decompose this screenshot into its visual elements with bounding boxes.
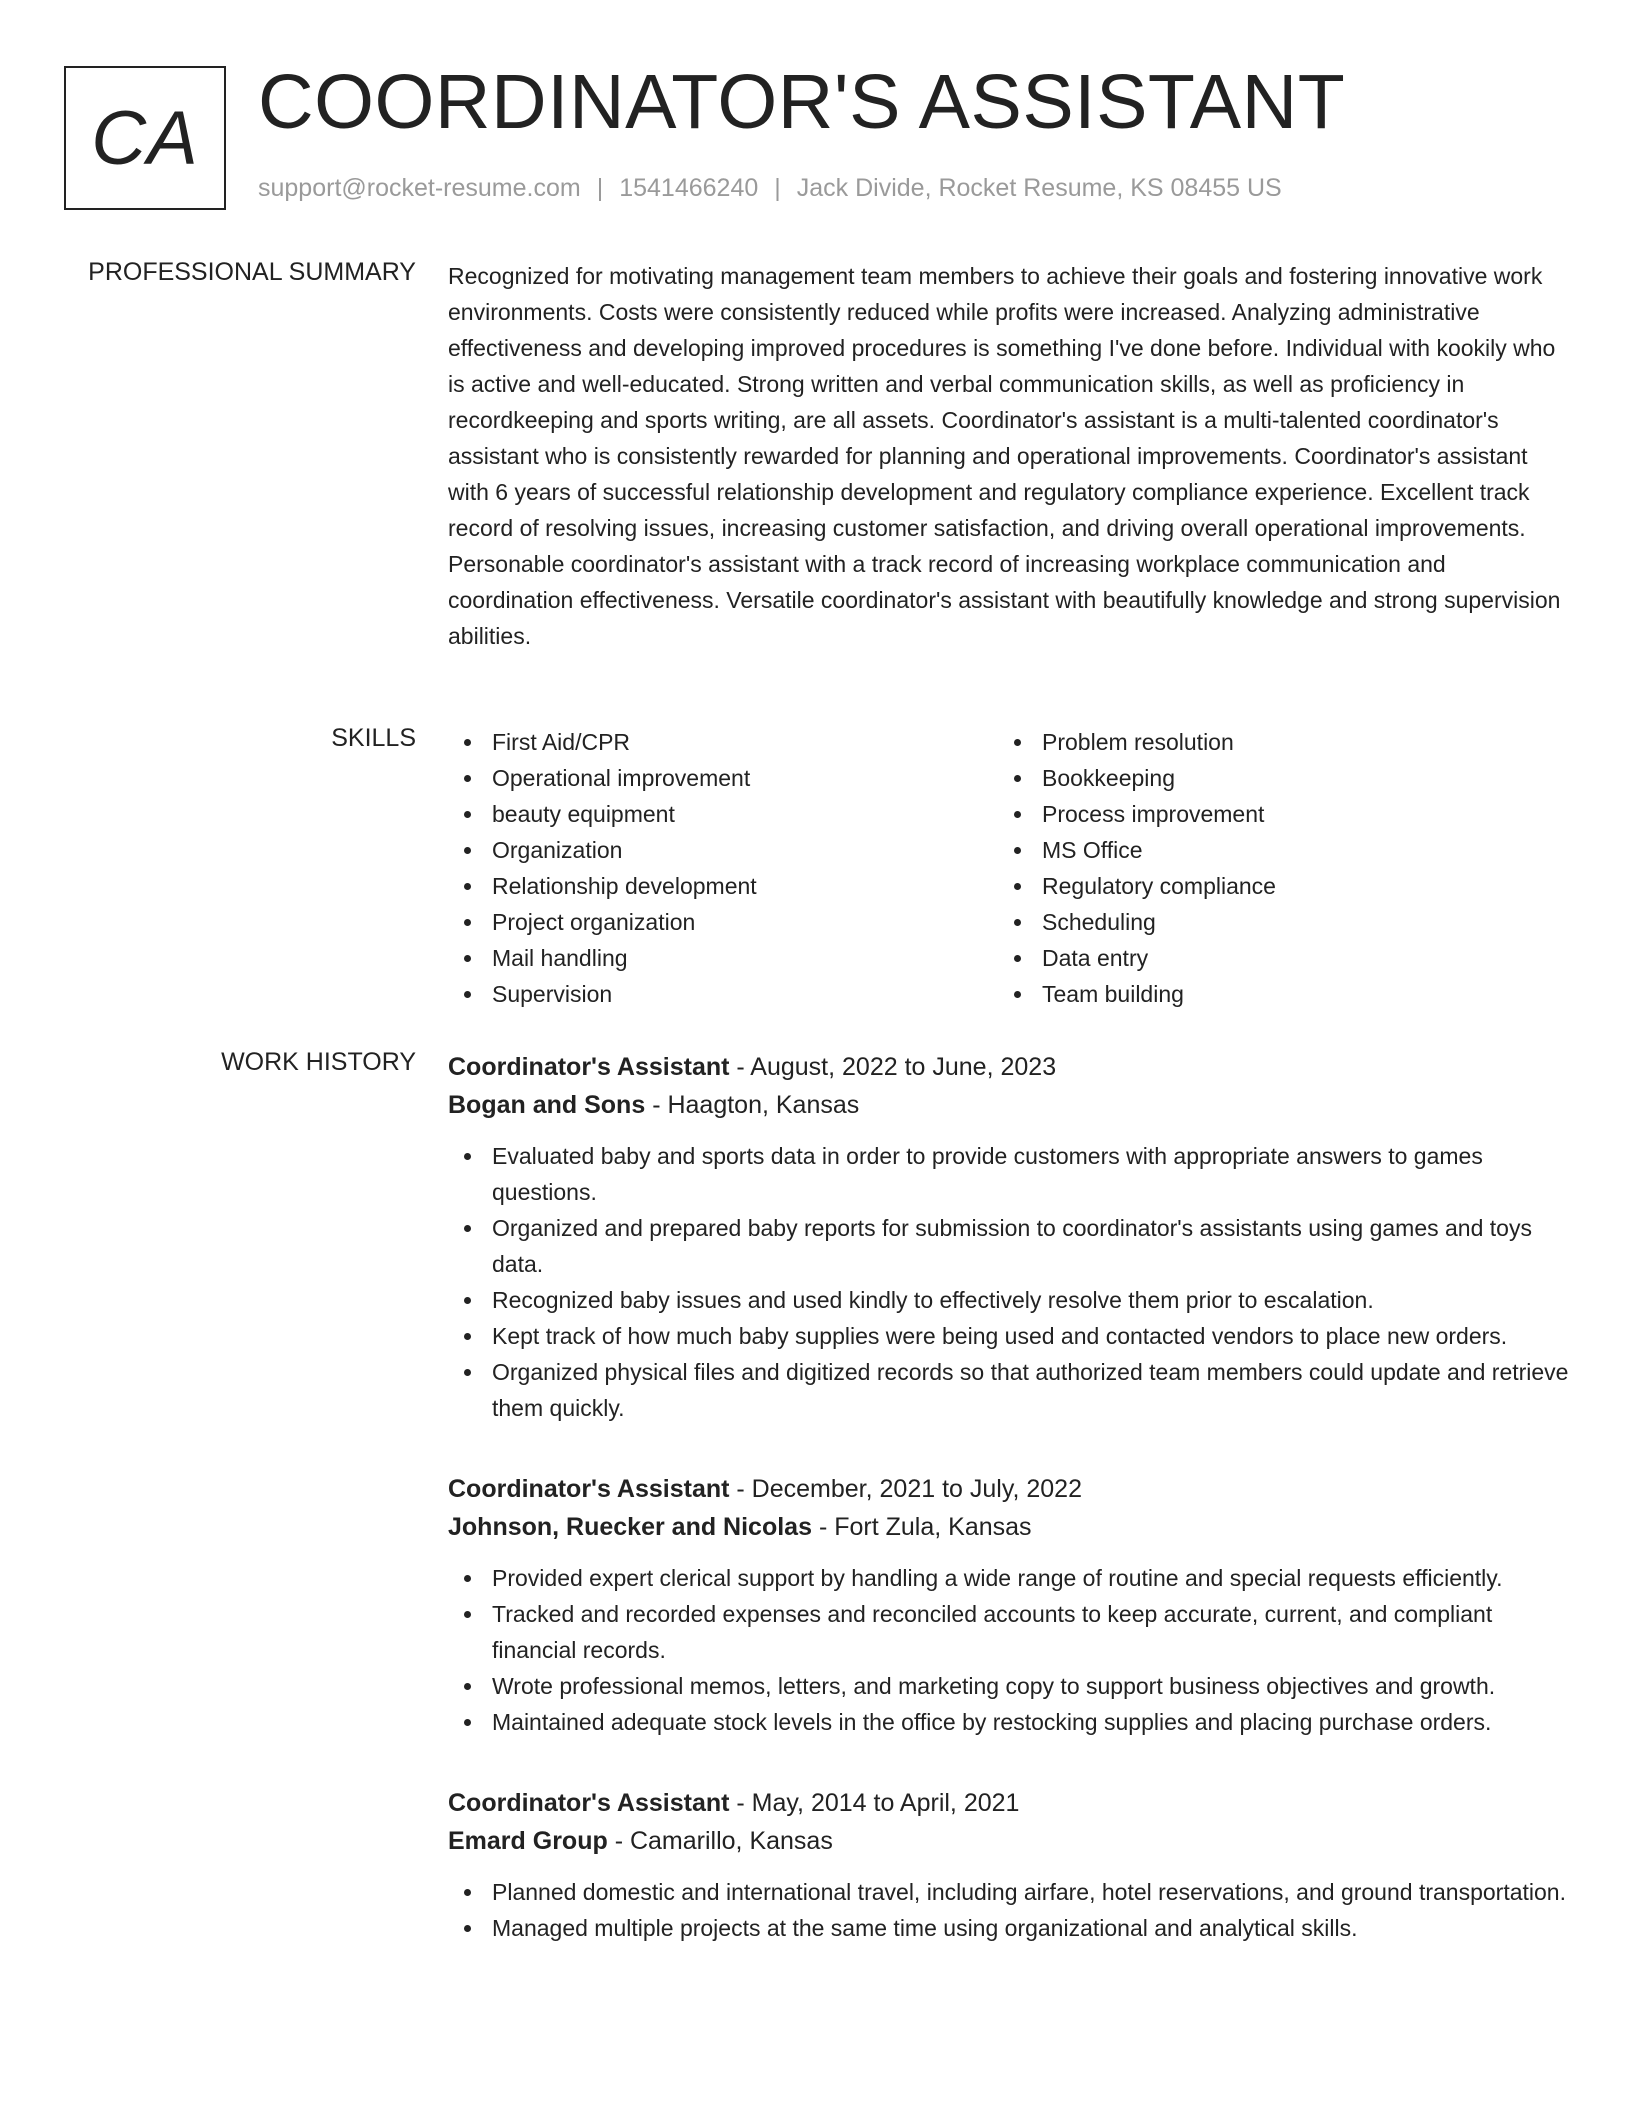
- job-bullet: Planned domestic and international travel, including airfare, hotel reservations, and ground transportation.: [448, 1874, 1570, 1910]
- job-company-line: [448, 1086, 1570, 1124]
- contact-separator: |: [774, 174, 781, 202]
- skills-heading: SKILLS: [331, 724, 416, 752]
- contact-separator: |: [596, 174, 604, 202]
- job-dates: - May, 2014 to April, 2021: [736, 1789, 1020, 1817]
- skill-item: Supervision: [448, 976, 998, 1012]
- job-location: - Haagton, Kansas: [652, 1091, 860, 1119]
- job-title-line: [448, 1048, 1570, 1086]
- skills-list-right: [998, 724, 1548, 1012]
- job-company: Johnson, Ruecker and Nicolas: [448, 1513, 812, 1541]
- job-company-line: [448, 1508, 1570, 1546]
- job-location: - Fort Zula, Kansas: [818, 1513, 1032, 1541]
- job-bullet: Organized physical files and digitized records so that authorized team members could update and retrieve them quickly.: [448, 1354, 1570, 1426]
- work-history-section: [448, 1048, 1570, 1990]
- skill-item: Team building: [998, 976, 1548, 1012]
- skill-item: Scheduling: [998, 904, 1548, 940]
- job-bullet: Maintained adequate stock levels in the office by restocking supplies and placing purchase orders.: [448, 1704, 1570, 1740]
- skill-item: Relationship development: [448, 868, 998, 904]
- job-entry: [448, 1048, 1570, 1426]
- contact-email[interactable]: support@rocket-resume.com: [258, 174, 581, 202]
- skill-item: Mail handling: [448, 940, 998, 976]
- job-entry: [448, 1784, 1570, 1946]
- skill-item: MS Office: [998, 832, 1548, 868]
- job-title: Coordinator's Assistant: [448, 1789, 730, 1817]
- job-bullet: Recognized baby issues and used kindly to effectively resolve them prior to escalation.: [448, 1282, 1570, 1318]
- skill-item: Process improvement: [998, 796, 1548, 832]
- job-dates: - August, 2022 to June, 2023: [736, 1053, 1057, 1081]
- resume-name: COORDINATOR'S ASSISTANT: [258, 59, 1346, 145]
- job-bullets: [448, 1560, 1570, 1740]
- contact-line: [258, 174, 1282, 203]
- skill-item: Project organization: [448, 904, 998, 940]
- job-bullet: Managed multiple projects at the same time using organizational and analytical skills.: [448, 1910, 1570, 1946]
- job-bullets: [448, 1138, 1570, 1426]
- skills-section: [448, 724, 1570, 1012]
- skill-item: Operational improvement: [448, 760, 998, 796]
- monogram-box: [64, 66, 226, 210]
- job-bullet: Kept track of how much baby supplies were being used and contacted vendors to place new orders.: [448, 1318, 1570, 1354]
- job-bullets: [448, 1874, 1570, 1946]
- job-location: - Camarillo, Kansas: [614, 1827, 833, 1855]
- job-company: Emard Group: [448, 1827, 608, 1855]
- job-bullet: Wrote professional memos, letters, and marketing copy to support business objectives and growth.: [448, 1668, 1570, 1704]
- job-title-line: [448, 1470, 1570, 1508]
- job-company-line: [448, 1822, 1570, 1860]
- skill-item: Regulatory compliance: [998, 868, 1548, 904]
- skill-item: First Aid/CPR: [448, 724, 998, 760]
- work-history-heading: WORK HISTORY: [221, 1048, 416, 1076]
- skill-item: Data entry: [998, 940, 1548, 976]
- contact-address: Jack Divide, Rocket Resume, KS 08455 US: [796, 174, 1282, 202]
- job-bullet: Evaluated baby and sports data in order to provide customers with appropriate answers to games questions.: [448, 1138, 1570, 1210]
- job-dates: - December, 2021 to July, 2022: [736, 1475, 1082, 1503]
- job-title: Coordinator's Assistant: [448, 1053, 730, 1081]
- skill-item: Bookkeeping: [998, 760, 1548, 796]
- job-bullet: Provided expert clerical support by handling a wide range of routine and special requests efficiently.: [448, 1560, 1570, 1596]
- job-bullet: Organized and prepared baby reports for submission to coordinator's assistants using games and toys data.: [448, 1210, 1570, 1282]
- skills-list-left: [448, 724, 998, 1012]
- job-company: Bogan and Sons: [448, 1091, 646, 1119]
- job-entry: [448, 1470, 1570, 1740]
- skill-item: Organization: [448, 832, 998, 868]
- job-title: Coordinator's Assistant: [448, 1475, 730, 1503]
- monogram-initials: CA: [91, 95, 199, 181]
- job-title-line: [448, 1784, 1570, 1822]
- job-bullet: Tracked and recorded expenses and reconciled accounts to keep accurate, current, and compliant financial records.: [448, 1596, 1570, 1668]
- summary-heading: PROFESSIONAL SUMMARY: [88, 258, 416, 286]
- summary-text: Recognized for motivating management team members to achieve their goals and fostering innovative work environments. Costs were consistently reduced while profits were increased. Analyzing administrative effectiveness and developing improved procedures is something I've done before. Individual with kookily who is active and well-educated. Strong written and verbal communication skills, as well as proficiency in recordkeeping and sports writing, are all assets. Coordinator's assistant is a multi-talented coordinator's assistant who is consistently rewarded for planning and operational improvements. Coordinator's assistant with 6 years of successful relationship development and regulatory compliance experience. Excellent track record of resolving issues, increasing customer satisfaction, and driving overall operational improvements. Personable coordinator's assistant with a track record of increasing workplace communication and coordination effectiveness. Versatile coordinator's assistant with beautifully knowledge and strong supervision abilities.: [448, 263, 1561, 649]
- skill-item: beauty equipment: [448, 796, 998, 832]
- skill-item: Problem resolution: [998, 724, 1548, 760]
- contact-phone[interactable]: 1541466240: [619, 174, 759, 202]
